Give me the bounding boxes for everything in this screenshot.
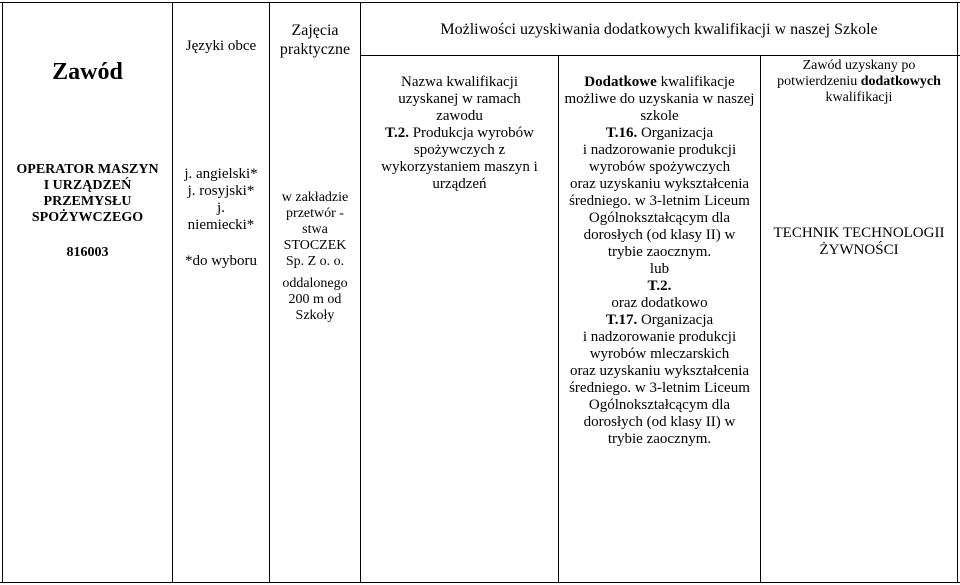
mozliwosci-header bbox=[361, 21, 957, 38]
dodatkowe-line: wyrobów mleczarskich bbox=[589, 346, 730, 362]
jezyk-item: j. angielski* bbox=[184, 166, 258, 182]
jezyki-list bbox=[184, 166, 257, 234]
zajecia-line: stwa bbox=[302, 222, 328, 237]
dodatkowe-header-rest: kwalifikacje bbox=[656, 74, 735, 90]
table-border-middle bbox=[360, 55, 960, 56]
zawod-uzyskany-header: Zawód uzyskany po potwierdzeniu dodatkowych kwalifikacji bbox=[777, 58, 941, 105]
nazwa-kwalifikacji-column bbox=[361, 74, 558, 193]
dodatkowe-line: dorosłych (od klasy II) w bbox=[583, 227, 736, 243]
dodatkowe-line: wyrobów spożywczych bbox=[588, 159, 731, 175]
jezyki-header: Języki obce bbox=[185, 38, 257, 54]
dodatkowe-header-bold: Dodatkowe bbox=[584, 74, 657, 90]
zawod-name-line: SPOŻYWCZEGO bbox=[31, 210, 144, 225]
dodatkowe-line: dorosłych (od klasy II) w bbox=[583, 414, 736, 430]
kwalifikacja-code: T.2. bbox=[385, 125, 409, 141]
dodatkowe-lub: lub bbox=[649, 261, 670, 277]
zawod-uzyskany-value: TECHNIK TECHNOLOGII ŻYWNOŚCI bbox=[773, 225, 945, 258]
dodatkowe-oraz: oraz dodatkowo bbox=[611, 295, 708, 311]
dodatkowe-line: średniego. w 3-letnim Liceum bbox=[569, 380, 750, 396]
dodatkowe-header-line2: możliwe do uzyskania w naszej szkole bbox=[564, 91, 755, 124]
nazwa-kwalifikacji-header: Nazwa kwalifikacji uzyskanej w ramach zawodu bbox=[398, 74, 521, 124]
jezyki-note: *do wyboru bbox=[184, 253, 258, 269]
dodatkowe-line: oraz uzyskaniu wykształcenia bbox=[569, 363, 750, 379]
dodatkowe-line: T.17. Organizacja bbox=[605, 312, 714, 328]
table-border-bottom bbox=[0, 582, 960, 583]
kwalifikacja-desc: Produkcja wyrobów spożywczych z wykorzystaniem maszyn i urządzeń bbox=[381, 125, 538, 192]
dodatkowe-line: T.16. Organizacja bbox=[605, 125, 714, 141]
table-border-top bbox=[0, 2, 960, 3]
dodatkowe-line: Ogólnokształcącym dla bbox=[588, 210, 731, 226]
jezyk-item: niemiecki* bbox=[187, 217, 255, 233]
dodatkowe-line: i nadzorowanie produkcji bbox=[582, 329, 737, 345]
dod-code-1: T.16. bbox=[605, 125, 638, 141]
zawod-header: Zawód bbox=[52, 59, 123, 85]
zawod-column bbox=[3, 58, 172, 261]
dodatkowe-line: trybie zaocznym. bbox=[607, 431, 712, 447]
kwalifikacja-text bbox=[370, 125, 550, 193]
zajecia-header bbox=[275, 21, 355, 59]
zawod-name bbox=[16, 162, 158, 226]
mozliwosci-header-text: Możliwości uzyskiwania dodatkowych kwalifikacji w naszej Szkole bbox=[440, 21, 878, 38]
dodatkowe-content bbox=[569, 125, 750, 448]
zajecia-line: przetwór - bbox=[286, 206, 344, 221]
dodatkowe-line: i nadzorowanie produkcji bbox=[582, 142, 737, 158]
dod-code-2: T.17. bbox=[605, 312, 638, 328]
jezyk-item: j. rosyjski* bbox=[187, 183, 255, 199]
zajecia-line: STOCZEK bbox=[283, 238, 347, 253]
dod-code-t2: T.2. bbox=[647, 278, 672, 294]
jezyk-item: j. bbox=[217, 200, 225, 216]
zawod-name-line: PRZEMYSŁU bbox=[43, 194, 132, 209]
zawod-name-line: OPERATOR MASZYN bbox=[16, 162, 159, 177]
dodatkowe-line: średniego. w 3-letnim Liceum bbox=[569, 193, 750, 209]
zajecia-line: oddalonego bbox=[282, 276, 348, 291]
zajecia-line: Sp. Z o. o. bbox=[285, 254, 345, 269]
dodatkowe-column bbox=[559, 74, 760, 448]
dodatkowe-line: Ogólnokształcącym dla bbox=[588, 397, 731, 413]
zajecia-header-text: Zajęcia praktyczne bbox=[279, 22, 351, 58]
zajecia-line: 200 m od bbox=[288, 292, 342, 307]
zajecia-text bbox=[282, 190, 348, 324]
jezyki-column bbox=[173, 38, 269, 270]
table-border-right bbox=[957, 2, 958, 583]
zawod-uzyskany-column bbox=[761, 58, 957, 259]
zajecia-column bbox=[270, 21, 360, 324]
dodatkowe-line: trybie zaocznym. bbox=[607, 244, 712, 260]
zawod-code: 816003 bbox=[66, 245, 109, 260]
dodatkowe-line: oraz uzyskaniu wykształcenia bbox=[569, 176, 750, 192]
dodatkowe-header bbox=[584, 74, 734, 91]
zawod-name-line: I URZĄDZEŃ bbox=[43, 178, 132, 193]
zajecia-line: Szkoły bbox=[295, 308, 335, 323]
zajecia-line: w zakładzie bbox=[281, 190, 349, 205]
